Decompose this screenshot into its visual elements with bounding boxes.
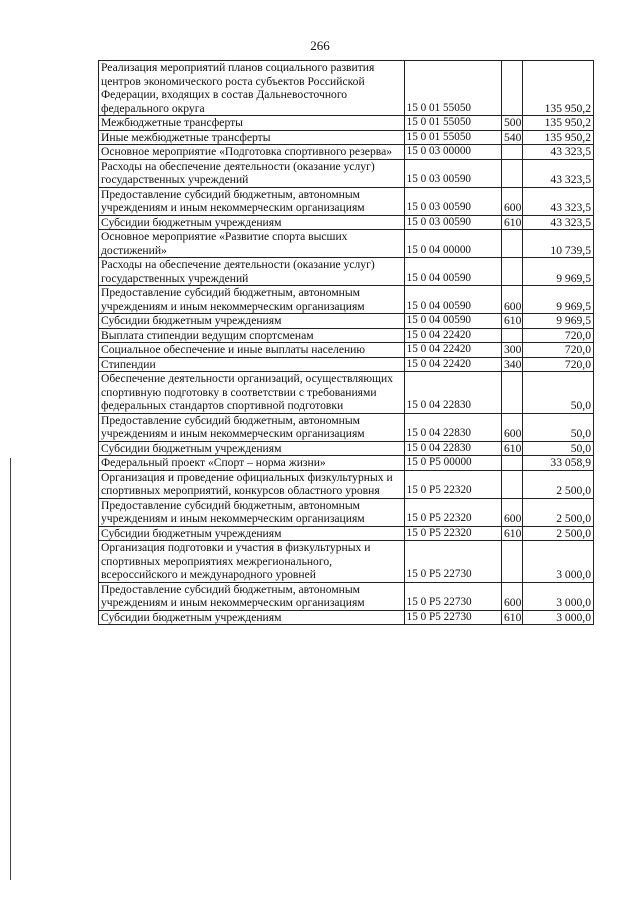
amount-cell: 43 323,5 — [523, 187, 594, 215]
expense-type-cell: 600 — [501, 286, 522, 314]
amount-cell: 9 969,5 — [523, 286, 594, 314]
table-row — [99, 413, 594, 441]
table-row — [99, 328, 594, 343]
target-article-code-cell: 15 0 03 00590 — [404, 187, 501, 215]
expense-name-cell: Субсидии бюджетным учреждениям — [99, 610, 405, 625]
amount-cell: 10 739,5 — [523, 230, 594, 258]
expense-type-cell — [501, 541, 522, 583]
expense-type-cell: 600 — [501, 582, 522, 610]
expense-type-cell — [501, 328, 522, 343]
target-article-code-cell: 15 0 04 22420 — [404, 357, 501, 372]
target-article-code-cell: 15 0 04 00590 — [404, 314, 501, 329]
page-number: 266 — [310, 38, 330, 53]
amount-cell: 50,0 — [523, 413, 594, 441]
target-article-code-cell: 15 0 03 00590 — [404, 159, 501, 187]
amount-cell: 33 058,9 — [523, 456, 594, 471]
table-row — [99, 372, 594, 414]
expense-name-cell: Выплата стипендии ведущим спортсменам — [99, 328, 405, 343]
table-row — [99, 441, 594, 456]
table-row — [99, 582, 594, 610]
amount-cell: 43 323,5 — [523, 159, 594, 187]
expense-name-cell: Федеральный проект «Спорт – норма жизни» — [99, 456, 405, 471]
amount-cell: 50,0 — [523, 441, 594, 456]
expense-name-cell: Обеспечение деятельности организаций, осуществляющих спортивную подготовку в соответствии с требованиями федеральных стандартов спортивной подготовки — [99, 372, 405, 414]
target-article-code-cell: 15 0 04 00590 — [404, 258, 501, 286]
expense-name-cell: Субсидии бюджетным учреждениям — [99, 441, 405, 456]
amount-cell: 720,0 — [523, 328, 594, 343]
target-article-code-cell: 15 0 P5 22730 — [404, 541, 501, 583]
expense-name-cell: Субсидии бюджетным учреждениям — [99, 526, 405, 541]
target-article-code-cell: 15 0 03 00590 — [404, 215, 501, 230]
target-article-code-cell: 15 0 04 22830 — [404, 441, 501, 456]
target-article-code-cell: 15 0 04 22420 — [404, 343, 501, 358]
amount-cell: 3 000,0 — [523, 610, 594, 625]
table-row — [99, 215, 594, 230]
table-row — [99, 357, 594, 372]
target-article-code-cell: 15 0 P5 22320 — [404, 498, 501, 526]
table-row — [99, 286, 594, 314]
target-article-code-cell: 15 0 04 00590 — [404, 286, 501, 314]
expense-type-cell: 540 — [501, 130, 522, 145]
expense-name-cell: Предоставление субсидий бюджетным, автономным учреждениям и иным некоммерческим организациям — [99, 498, 405, 526]
expense-type-cell: 610 — [501, 526, 522, 541]
table-row — [99, 258, 594, 286]
expense-name-cell: Расходы на обеспечение деятельности (оказание услуг) государственных учреждений — [99, 258, 405, 286]
table-row — [99, 610, 594, 625]
target-article-code-cell: 15 0 01 55050 — [404, 130, 501, 145]
expense-name-cell: Основное мероприятие «Подготовка спортивного резерва» — [99, 145, 405, 160]
amount-cell: 9 969,5 — [523, 258, 594, 286]
expense-name-cell: Стипендии — [99, 357, 405, 372]
expense-type-cell: 600 — [501, 498, 522, 526]
table-row — [99, 230, 594, 258]
expense-name-cell: Организация и проведение официальных физкультурных и спортивных мероприятий, конкурсов областного уровня — [99, 470, 405, 498]
expense-type-cell — [501, 470, 522, 498]
target-article-code-cell: 15 0 04 22420 — [404, 328, 501, 343]
table-row — [99, 456, 594, 471]
target-article-code-cell: 15 0 01 55050 — [404, 116, 501, 131]
target-article-code-cell: 15 0 P5 00000 — [404, 456, 501, 471]
amount-cell: 2 500,0 — [523, 526, 594, 541]
table-row — [99, 130, 594, 145]
expense-type-cell — [501, 159, 522, 187]
target-article-code-cell: 15 0 P5 22320 — [404, 470, 501, 498]
table-row — [99, 187, 594, 215]
expense-type-cell: 600 — [501, 187, 522, 215]
amount-cell: 720,0 — [523, 357, 594, 372]
table-row — [99, 470, 594, 498]
expense-name-cell: Реализация мероприятий планов социального развития центров экономического роста субъектов Российской Федерации, входящих в состав Дальневосточного федерального округа — [99, 61, 405, 116]
target-article-code-cell: 15 0 03 00000 — [404, 145, 501, 160]
expense-type-cell: 610 — [501, 215, 522, 230]
expense-name-cell: Социальное обеспечение и иные выплаты населению — [99, 343, 405, 358]
table-row — [99, 343, 594, 358]
table-row — [99, 61, 594, 116]
table-row — [99, 314, 594, 329]
target-article-code-cell: 15 0 P5 22730 — [404, 610, 501, 625]
target-article-code-cell: 15 0 P5 22730 — [404, 582, 501, 610]
expense-type-cell: 300 — [501, 343, 522, 358]
expense-name-cell: Предоставление субсидий бюджетным, автономным учреждениям и иным некоммерческим организациям — [99, 413, 405, 441]
amount-cell: 720,0 — [523, 343, 594, 358]
amount-cell: 135 950,2 — [523, 61, 594, 116]
amount-cell: 135 950,2 — [523, 130, 594, 145]
table-row — [99, 116, 594, 131]
expense-type-cell: 610 — [501, 610, 522, 625]
expense-name-cell: Предоставление субсидий бюджетным, автономным учреждениям и иным некоммерческим организациям — [99, 187, 405, 215]
expense-name-cell: Иные межбюджетные трансферты — [99, 130, 405, 145]
budget-table — [98, 60, 594, 625]
table-body — [99, 61, 594, 625]
amount-cell: 43 323,5 — [523, 145, 594, 160]
expense-name-cell: Предоставление субсидий бюджетным, автономным учреждениям и иным некоммерческим организациям — [99, 286, 405, 314]
expense-name-cell: Межбюджетные трансферты — [99, 116, 405, 131]
amount-cell: 2 500,0 — [523, 470, 594, 498]
target-article-code-cell: 15 0 04 22830 — [404, 413, 501, 441]
amount-cell: 3 000,0 — [523, 541, 594, 583]
amount-cell: 9 969,5 — [523, 314, 594, 329]
expense-name-cell: Расходы на обеспечение деятельности (оказание услуг) государственных учреждений — [99, 159, 405, 187]
expense-name-cell: Основное мероприятие «Развитие спорта высших достижений» — [99, 230, 405, 258]
table-row — [99, 498, 594, 526]
amount-cell: 50,0 — [523, 372, 594, 414]
expense-type-cell: 610 — [501, 441, 522, 456]
expense-type-cell — [501, 258, 522, 286]
target-article-code-cell: 15 0 04 22830 — [404, 372, 501, 414]
expense-type-cell — [501, 145, 522, 160]
expense-type-cell: 610 — [501, 314, 522, 329]
expense-name-cell: Организация подготовки и участия в физкультурных и спортивных мероприятиях межрегионального, всероссийского и международного уровней — [99, 541, 405, 583]
expense-type-cell: 340 — [501, 357, 522, 372]
expense-type-cell: 500 — [501, 116, 522, 131]
target-article-code-cell: 15 0 01 55050 — [404, 61, 501, 116]
expense-name-cell: Субсидии бюджетным учреждениям — [99, 314, 405, 329]
expense-type-cell: 600 — [501, 413, 522, 441]
expense-type-cell — [501, 61, 522, 116]
table-row — [99, 145, 594, 160]
expense-name-cell: Предоставление субсидий бюджетным, автономным учреждениям и иным некоммерческим организациям — [99, 582, 405, 610]
target-article-code-cell: 15 0 04 00000 — [404, 230, 501, 258]
margin-line — [10, 458, 11, 880]
expense-type-cell — [501, 230, 522, 258]
amount-cell: 3 000,0 — [523, 582, 594, 610]
table-row — [99, 159, 594, 187]
expense-type-cell — [501, 372, 522, 414]
amount-cell: 135 950,2 — [523, 116, 594, 131]
table-row — [99, 541, 594, 583]
expense-name-cell: Субсидии бюджетным учреждениям — [99, 215, 405, 230]
amount-cell: 43 323,5 — [523, 215, 594, 230]
target-article-code-cell: 15 0 P5 22320 — [404, 526, 501, 541]
expense-type-cell — [501, 456, 522, 471]
table-row — [99, 526, 594, 541]
amount-cell: 2 500,0 — [523, 498, 594, 526]
